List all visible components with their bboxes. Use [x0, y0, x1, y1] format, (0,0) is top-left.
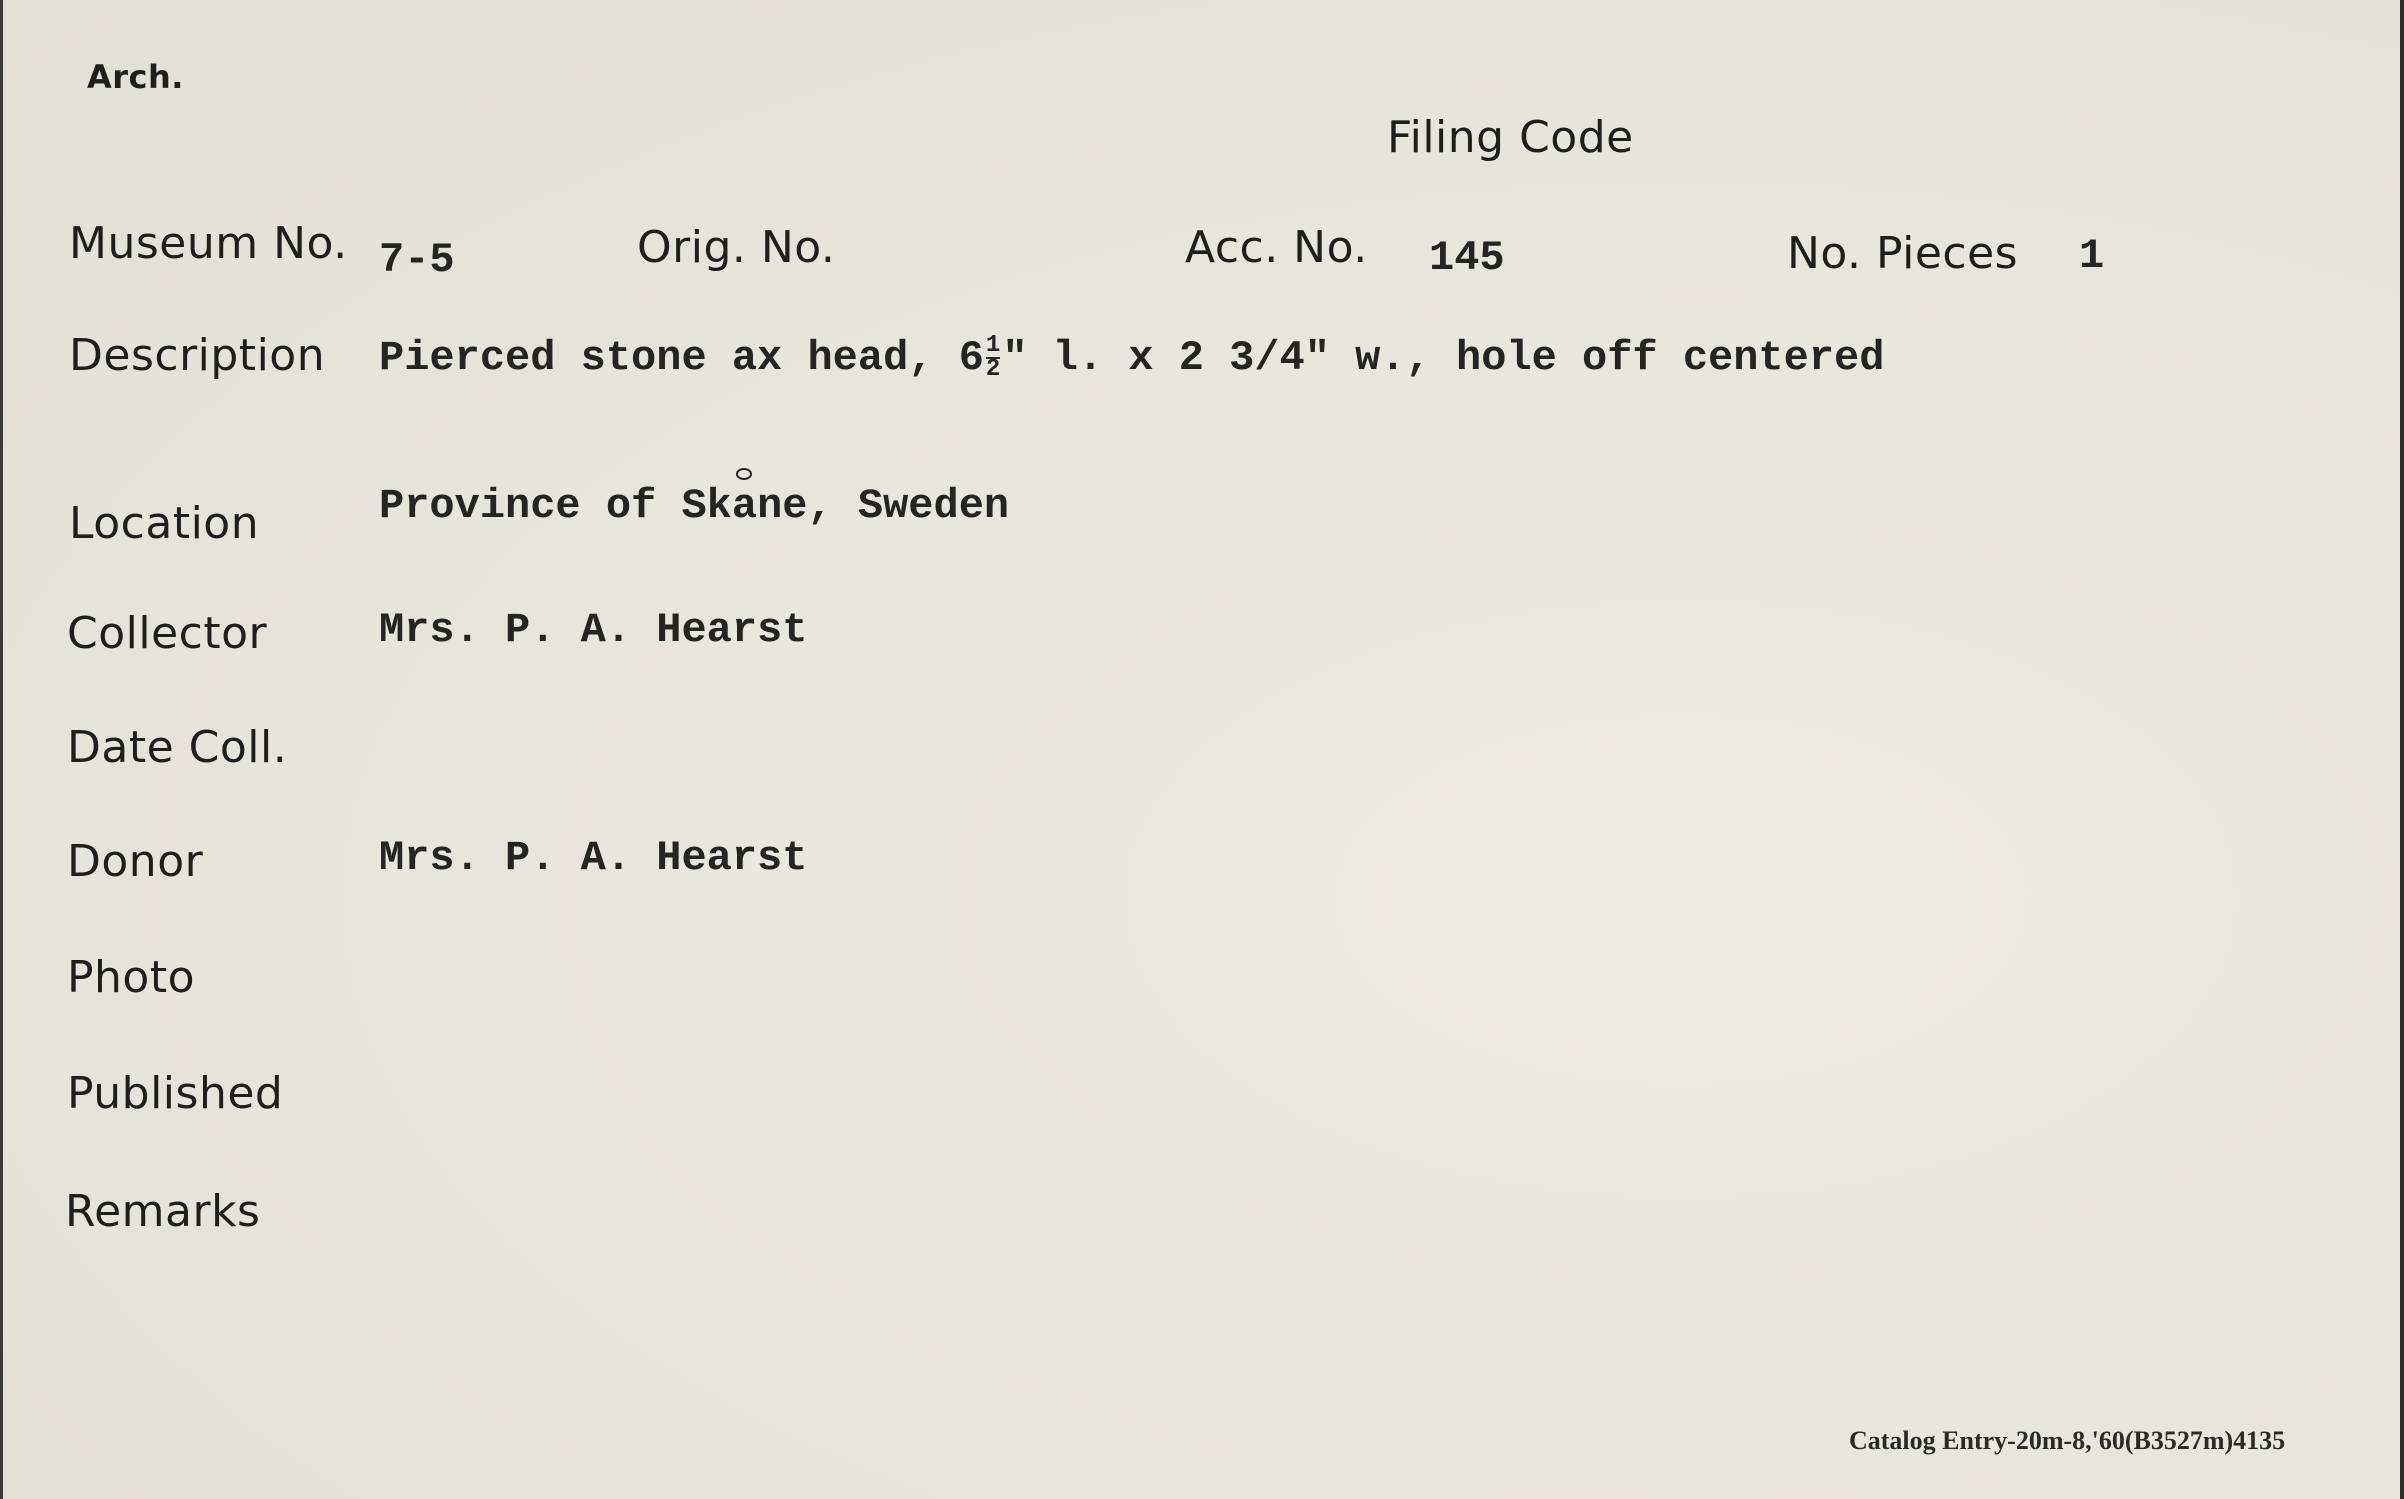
catalog-entry-footer: Catalog Entry-20m-8,'60(B3527m)4135 — [1849, 1426, 2286, 1455]
description-text-end: " l. x 2 3/4" w., hole off centered — [1002, 334, 1885, 382]
collector-value: Mrs. P. A. Hearst — [379, 606, 808, 654]
collector-label: Collector — [67, 608, 268, 659]
photo-label: Photo — [67, 952, 196, 1003]
location-text-end: ne, Sweden — [757, 482, 1010, 530]
location-text-start: Province of Sk — [379, 482, 732, 530]
location-label: Location — [69, 498, 260, 549]
fraction-one-half — [985, 331, 1001, 383]
filing-code-label: Filing Code — [1387, 112, 1634, 163]
published-label: Published — [67, 1068, 284, 1119]
remarks-label: Remarks — [65, 1186, 261, 1237]
description-text-start: Pierced stone ax head, 6 — [379, 334, 984, 382]
donor-value: Mrs. P. A. Hearst — [379, 834, 808, 882]
no-pieces-value: 1 — [2079, 232, 2105, 280]
fraction-numerator: 1 — [985, 331, 1001, 359]
museum-no-value: 7-5 — [379, 236, 455, 284]
acc-no-value: 145 — [1429, 234, 1505, 282]
description-value — [379, 331, 1885, 383]
ring-a-letter: a — [731, 482, 758, 530]
department-label: Arch. — [87, 58, 184, 96]
location-value — [379, 482, 1009, 530]
date-coll-label: Date Coll. — [67, 722, 288, 773]
orig-no-label: Orig. No. — [637, 222, 836, 273]
acc-no-label: Acc. No. — [1185, 222, 1368, 273]
description-label: Description — [69, 330, 326, 381]
donor-label: Donor — [67, 836, 204, 887]
fraction-denominator: 2 — [985, 355, 1001, 383]
no-pieces-label: No. Pieces — [1787, 228, 2019, 279]
museum-no-label: Museum No. — [69, 218, 348, 269]
